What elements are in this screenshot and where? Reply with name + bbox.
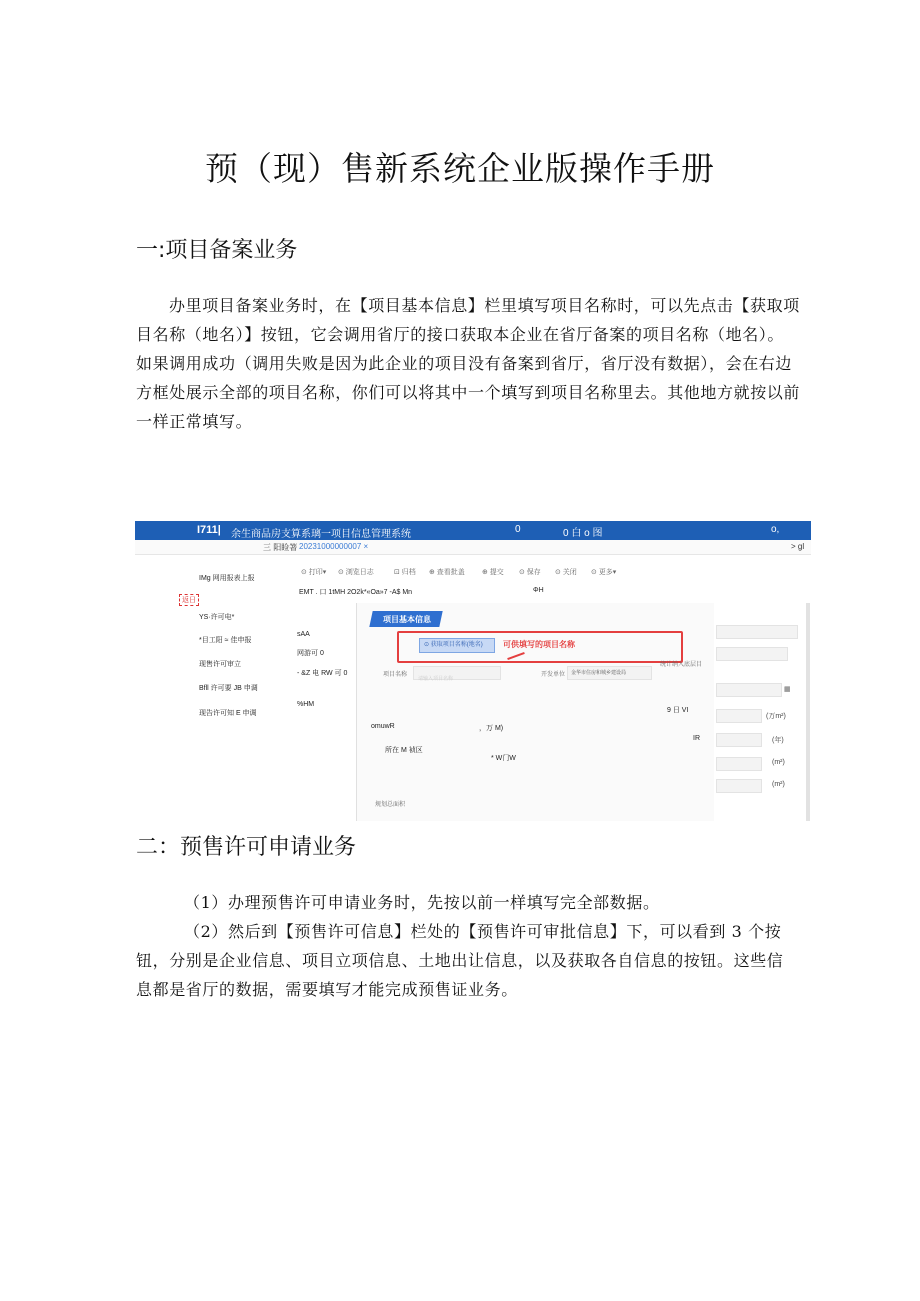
topbar-user[interactable]: o,	[771, 524, 780, 535]
field-label: * W门W	[491, 755, 516, 762]
toolbar-save[interactable]: ⊙ 保存	[519, 569, 541, 576]
document-title: 预（现）售新系统企业版操作手册	[205, 149, 715, 188]
sidebar-item[interactable]: 现售许可审立	[199, 661, 241, 668]
scrollbar[interactable]	[806, 603, 810, 821]
para-line: 息都是省厅的数据，需要填写才能完成预售证业务。	[136, 980, 518, 999]
para-line: （1）办理预售许可申请业务时，先按以前一样填写完全部数据。	[184, 893, 660, 912]
project-name-input[interactable]: 请输入项目名称	[413, 666, 501, 680]
field-label: ，万 M)	[479, 725, 504, 732]
right-column	[714, 603, 811, 821]
para-line: 钮，分别是企业信息、项目立项信息、土地出让信息，以及获取各自信息的按钮。这些信	[136, 951, 784, 970]
tab-bar	[135, 540, 811, 555]
form-row-text: EMT . 口 1tMH 2O2k*«Oa»7 -A$ Mn	[299, 589, 413, 596]
sidebar-item[interactable]: Bfll 许可要 JB 申调	[199, 685, 258, 692]
para-line: 目名称（地名）】按钮，它会调用省厅的接口获取本企业在省厅备案的项目名称（地名）。	[136, 325, 785, 344]
unit-label: (m²)	[772, 781, 785, 788]
para-line: 方框处展示全部的项目名称，你们可以将其中一个填写到项目名称里去。其他地方就按以前	[136, 383, 801, 402]
calendar-icon[interactable]: ▦	[784, 686, 791, 693]
tab-label[interactable]: 三 阳睑箸	[263, 543, 298, 552]
toolbar-review[interactable]: ⊕ 查看批盖	[429, 569, 465, 576]
toolbar-more[interactable]: ⊙ 更多▾	[591, 569, 617, 576]
field-label: - &Z 电 RW 可 0	[297, 670, 348, 677]
topbar-count-2[interactable]: 0 白 o 图	[563, 528, 603, 539]
toolbar-log[interactable]: ⊙ 浏览日志	[338, 569, 374, 576]
sidebar-item[interactable]: *目工阳 ≈ 佳申报	[199, 637, 252, 644]
stats-label: 统计纳入底层目	[659, 662, 702, 668]
section2-paragraph	[136, 888, 826, 1004]
toolbar-close[interactable]: ⊙ 关闭	[555, 569, 577, 576]
field-label: 所在 M 祯区	[385, 747, 423, 754]
right-date-field[interactable]	[716, 683, 782, 697]
field-label: sAA	[297, 631, 310, 638]
para-line: 如果调用成功（调用失败是因为此企业的项目没有备案到省厅，省厅没有数据），会在右边	[136, 354, 793, 373]
para-line: （2）然后到【预售许可信息】栏处的【预售许可审批信息】下，可以看到 3 个按	[184, 922, 782, 941]
para-line: 办里项目备案业务时，在【项目基本信息】栏里填写项目名称时，可以先点击【获取项	[169, 296, 800, 315]
section2-heading: 二：预售许可申请业务	[136, 835, 357, 860]
right-field[interactable]	[716, 709, 762, 723]
unit-label: (年)	[772, 737, 784, 744]
right-field[interactable]	[716, 757, 762, 771]
right-field[interactable]	[716, 733, 762, 747]
right-field[interactable]	[716, 625, 798, 639]
topbar-count-1: 0	[515, 524, 521, 535]
developer-label: 开发单位	[541, 672, 566, 678]
get-project-name-button[interactable]: ⊙ 获取项目名称(地名)	[419, 638, 495, 653]
field-label: 9 日 VI	[667, 707, 689, 714]
field-label: IR	[693, 735, 700, 742]
right-field[interactable]	[716, 779, 762, 793]
right-select[interactable]	[716, 647, 788, 661]
project-name-label: 项目名称	[383, 672, 408, 678]
sidebar-item[interactable]: 现告许可知 E 申调	[199, 710, 257, 717]
toolbar-print[interactable]: ⊙ 打印▾	[301, 569, 327, 576]
toolbar-archive[interactable]: ⊡ 归档	[394, 569, 416, 576]
app-title: 余生商品房支算系璃一项目信息管理系统	[231, 529, 411, 540]
sidebar-item[interactable]: IMg 网用报表上报	[199, 575, 255, 582]
tab-id[interactable]: 20231000000007 ×	[299, 542, 369, 551]
red-annotation: 可供填写的项目名称	[503, 640, 575, 649]
field-label: 网游可 0	[297, 650, 324, 657]
panel-header: 项目基本信息	[383, 615, 431, 624]
para-line: 一样正常填写。	[136, 412, 253, 431]
embedded-screenshot	[135, 521, 811, 821]
field-label: 规划总面积	[375, 802, 406, 808]
app-topbar	[135, 521, 811, 540]
unit-label: (m²)	[772, 759, 785, 766]
section1-paragraph	[136, 291, 826, 436]
section1-heading: 一:项目备案业务	[136, 238, 298, 263]
unit-label: (万m²)	[766, 713, 786, 720]
toolbar-submit[interactable]: ⊕ 提交	[482, 569, 504, 576]
field-label: %HM	[297, 701, 315, 708]
developer-input[interactable]: 金华市住房和城乡建设局	[567, 666, 652, 680]
sidebar-back[interactable]: 返日	[179, 594, 199, 606]
tab-scroll-icon[interactable]: > gl	[791, 542, 805, 551]
project-info-panel	[356, 603, 715, 821]
app-logo: I711|	[197, 524, 221, 536]
sidebar-item[interactable]: YS·许可电*	[199, 614, 235, 621]
form-row-text-right: ΦH	[533, 587, 544, 594]
field-label: omuwR	[371, 723, 395, 730]
